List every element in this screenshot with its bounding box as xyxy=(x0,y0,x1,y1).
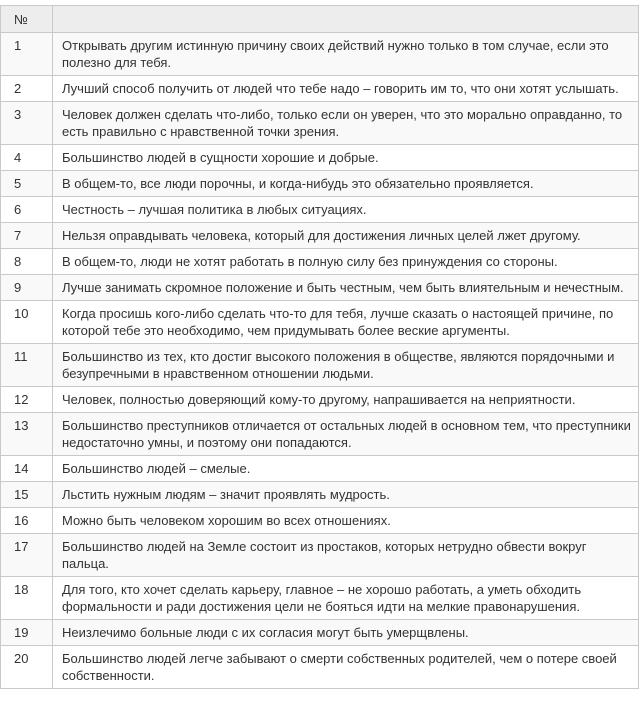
row-number: 8 xyxy=(1,249,53,275)
row-number: 3 xyxy=(1,102,53,145)
table-row xyxy=(1,482,639,508)
statement-text: Нельзя оправдывать человека, который для достижения личных целей лжет другому. xyxy=(53,223,639,249)
table-row xyxy=(1,76,639,102)
table-row xyxy=(1,620,639,646)
statement-text: Честность – лучшая политика в любых ситуациях. xyxy=(53,197,639,223)
table-row xyxy=(1,171,639,197)
row-number: 16 xyxy=(1,508,53,534)
row-number: 17 xyxy=(1,534,53,577)
statement-text: Неизлечимо больные люди с их согласия могут быть умерщвлены. xyxy=(53,620,639,646)
table-row xyxy=(1,223,639,249)
statement-text: Большинство людей на Земле состоит из простаков, которых нетрудно обвести вокруг пальца. xyxy=(53,534,639,577)
row-number: 1 xyxy=(1,33,53,76)
statements-table xyxy=(0,5,639,689)
row-number: 11 xyxy=(1,344,53,387)
table-row xyxy=(1,301,639,344)
row-number: 9 xyxy=(1,275,53,301)
statement-text: Открывать другим истинную причину своих действий нужно только в том случае, если это полезно для тебя. xyxy=(53,33,639,76)
statement-text: Когда просишь кого-либо сделать что-то для тебя, лучше сказать о настоящей причине, по которой тебе это необходимо, чем придумывать более веские аргументы. xyxy=(53,301,639,344)
table-row xyxy=(1,145,639,171)
statement-text: Лучше занимать скромное положение и быть честным, чем быть влиятельным и нечестным. xyxy=(53,275,639,301)
table-row xyxy=(1,534,639,577)
statement-text: Большинство людей в сущности хорошие и добрые. xyxy=(53,145,639,171)
row-number: 20 xyxy=(1,646,53,689)
table-row xyxy=(1,646,639,689)
table-row xyxy=(1,387,639,413)
table-row xyxy=(1,508,639,534)
table-row xyxy=(1,249,639,275)
table-row xyxy=(1,413,639,456)
statement-text: Большинство людей легче забывают о смерти собственных родителей, чем о потере своей собственности. xyxy=(53,646,639,689)
row-number: 10 xyxy=(1,301,53,344)
statements-table-container xyxy=(0,5,638,689)
row-number: 19 xyxy=(1,620,53,646)
statement-text: Большинство людей – смелые. xyxy=(53,456,639,482)
statement-text: В общем-то, все люди порочны, и когда-нибудь это обязательно проявляется. xyxy=(53,171,639,197)
table-row xyxy=(1,102,639,145)
row-number: 4 xyxy=(1,145,53,171)
table-header-row xyxy=(1,6,639,33)
table-row xyxy=(1,275,639,301)
statement-text: Лучший способ получить от людей что тебе надо – говорить им то, что они хотят услышать. xyxy=(53,76,639,102)
statement-text: В общем-то, люди не хотят работать в полную силу без принуждения со стороны. xyxy=(53,249,639,275)
table-row xyxy=(1,197,639,223)
column-header-number: № xyxy=(1,6,53,33)
row-number: 7 xyxy=(1,223,53,249)
table-row xyxy=(1,456,639,482)
statement-text: Можно быть человеком хорошим во всех отношениях. xyxy=(53,508,639,534)
row-number: 14 xyxy=(1,456,53,482)
row-number: 2 xyxy=(1,76,53,102)
table-row xyxy=(1,33,639,76)
row-number: 13 xyxy=(1,413,53,456)
row-number: 5 xyxy=(1,171,53,197)
statement-text: Для того, кто хочет сделать карьеру, главное – не хорошо работать, а уметь обходить формальности и ради достижения цели не бояться идти на мелкие правонарушения. xyxy=(53,577,639,620)
row-number: 12 xyxy=(1,387,53,413)
column-header-statement xyxy=(53,6,639,33)
statement-text: Человек, полностью доверяющий кому-то другому, напрашивается на неприятности. xyxy=(53,387,639,413)
row-number: 15 xyxy=(1,482,53,508)
table-row xyxy=(1,577,639,620)
table-body xyxy=(1,33,639,689)
statement-text: Человек должен сделать что-либо, только если он уверен, что это морально оправданно, то есть правильно с нравственной точки зрения. xyxy=(53,102,639,145)
statement-text: Льстить нужным людям – значит проявлять мудрость. xyxy=(53,482,639,508)
statement-text: Большинство из тех, кто достиг высокого положения в обществе, являются порядочными и безупречными в нравственном отношении людьми. xyxy=(53,344,639,387)
statement-text: Большинство преступников отличается от остальных людей в основном тем, что преступники недостаточно умны, и поэтому они попадаются. xyxy=(53,413,639,456)
row-number: 18 xyxy=(1,577,53,620)
row-number: 6 xyxy=(1,197,53,223)
table-row xyxy=(1,344,639,387)
